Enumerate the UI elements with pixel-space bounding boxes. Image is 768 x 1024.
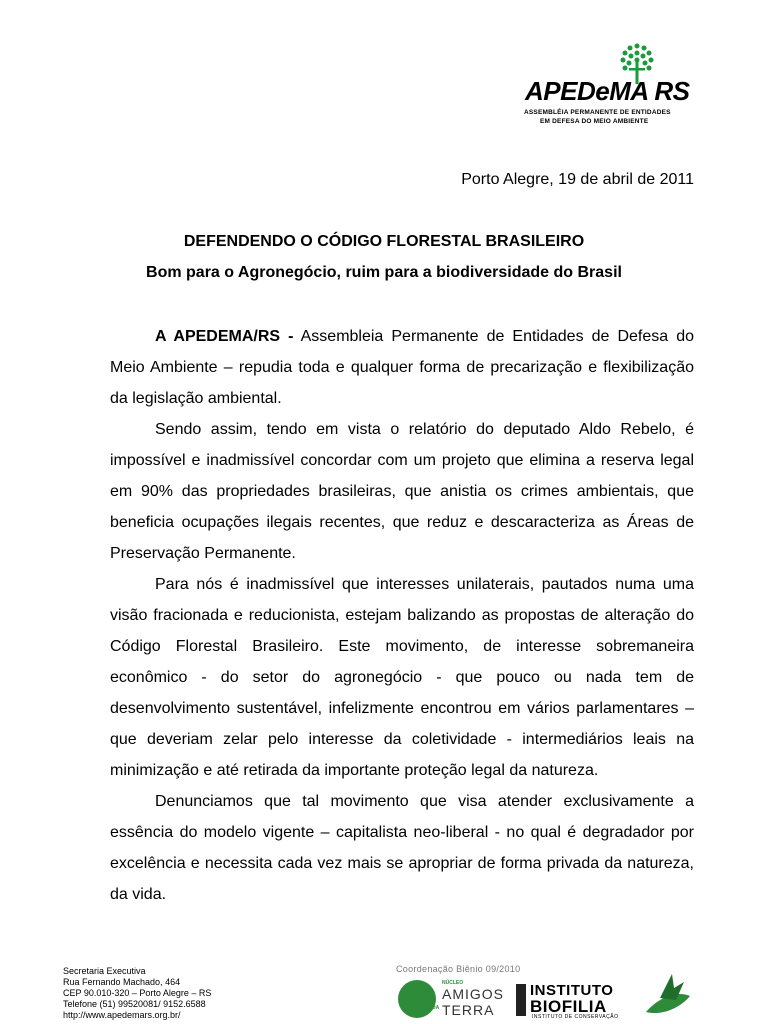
globe-icon <box>398 980 436 1018</box>
logo-subtitle-1: ASSEMBLÉIA PERMANENTE DE ENTIDADES <box>524 109 671 116</box>
document-subtitle: Bom para o Agronegócio, ruim para a biodiversidade do Brasil <box>146 264 622 281</box>
paragraph-2: Sendo assim, tendo em vista o relatório do deputado Aldo Rebelo, é impossível e inadmissível concordar com um projeto que elimina a reserva legal em 90% das propriedades brasileiras, que anistia os crimes ambientais, que beneficia ocupações ilegais recentes, que reduz e descaracteriza as Áreas de Preservação Permanente. <box>110 421 694 562</box>
footer-line: CEP 90.010-320 – Porto Alegre – RS <box>63 988 212 998</box>
partner1-line1: AMIGOS <box>442 986 505 1002</box>
partner3-logo <box>642 968 694 1018</box>
footer-line: Rua Fernando Machado, 464 <box>63 977 181 987</box>
coordination-label: Coordenação Biênio 09/2010 <box>396 964 521 974</box>
footer-address <box>63 966 211 1021</box>
bird-leaf-icon <box>642 968 694 1018</box>
paragraph-4: Denunciamos que tal movimento que visa atender exclusivamente a essência do modelo vigente – capitalista neo-liberal - no qual é degradador por excelência e necessita cada vez mais se apropriar de forma privada da natureza, da vida. <box>110 793 694 903</box>
footer-line: Telefone (51) 99520081/ 9152.6588 <box>63 999 206 1009</box>
partner2-line3: INSTITUTO DE CONSERVAÇÃO <box>532 1014 619 1020</box>
apedema-logo <box>520 42 695 132</box>
paragraph-1-lead: A APEDEMA/RS - <box>155 328 294 345</box>
document-date: Porto Alegre, 19 de abril de 2011 <box>461 171 694 188</box>
document-body <box>110 321 694 910</box>
logo-subtitle-2: EM DEFESA DO MEIO AMBIENTE <box>540 118 649 125</box>
partner1-da: DA <box>432 1005 440 1011</box>
paragraph-1-text: Assembleia Permanente de Entidades de Defesa do Meio Ambiente – repudia toda e qualquer forma de precarização e flexibilização da legislação ambiental. <box>110 328 695 407</box>
partner2-line2: BIOFILIA <box>530 997 607 1016</box>
partner2-line1: INSTITUTO <box>530 982 614 999</box>
instituto-biofilia-logo <box>516 982 634 1020</box>
amigos-da-terra-logo <box>398 978 506 1020</box>
paragraph-3: Para nós é inadmissível que interesses unilaterais, pautados numa uma visão fracionada e reducionista, estejam balizando as propostas de alteração do Código Florestal Brasileiro. Este movimento, de interesse sobremaneira econômico - do setor do agronegócio - que pouco ou nada tem de desenvolvimento sustentável, infelizmente encontrou em vários parlamentares – que deveriam zelar pelo interesse da coletividade - intermediários leais na minimização e até retirada da importante proteção legal da natureza. <box>110 576 694 779</box>
footer-website-link[interactable]: http://www.apedemars.org.br/ <box>63 1010 181 1020</box>
logo-wordmark: APEDeMA RS <box>525 76 690 106</box>
partner1-small: NÚCLEO <box>442 980 464 986</box>
footer-line: Secretaria Executiva <box>63 966 146 976</box>
paragraph-1 <box>110 321 694 414</box>
biofilia-mark-icon <box>516 984 526 1016</box>
document-title: DEFENDENDO O CÓDIGO FLORESTAL BRASILEIRO <box>183 233 585 250</box>
partner1-line2: TERRA <box>442 1002 495 1018</box>
